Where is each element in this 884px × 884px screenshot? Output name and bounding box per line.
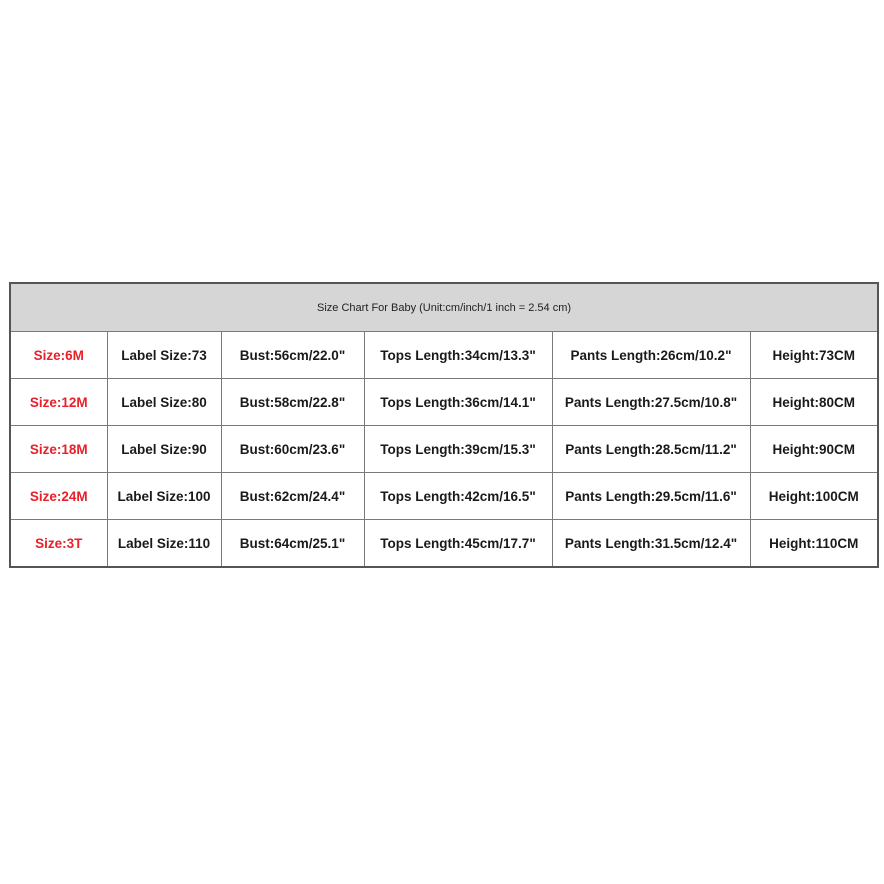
tops-length-cell: Tops Length:42cm/16.5"	[364, 473, 552, 520]
pants-length-cell: Pants Length:27.5cm/10.8"	[552, 379, 750, 426]
label-size-cell: Label Size:110	[107, 520, 221, 568]
label-size-cell: Label Size:100	[107, 473, 221, 520]
label-size-cell: Label Size:80	[107, 379, 221, 426]
size-cell: Size:18M	[10, 426, 107, 473]
bust-cell: Bust:56cm/22.0"	[221, 332, 364, 379]
pants-length-cell: Pants Length:26cm/10.2"	[552, 332, 750, 379]
size-cell: Size:6M	[10, 332, 107, 379]
height-cell: Height:110CM	[750, 520, 878, 568]
bust-cell: Bust:60cm/23.6"	[221, 426, 364, 473]
tops-length-cell: Tops Length:36cm/14.1"	[364, 379, 552, 426]
height-cell: Height:73CM	[750, 332, 878, 379]
table-row	[10, 379, 878, 426]
tops-length-cell: Tops Length:39cm/15.3"	[364, 426, 552, 473]
height-cell: Height:90CM	[750, 426, 878, 473]
pants-length-cell: Pants Length:31.5cm/12.4"	[552, 520, 750, 568]
pants-length-cell: Pants Length:29.5cm/11.6"	[552, 473, 750, 520]
table-row	[10, 332, 878, 379]
label-size-cell: Label Size:73	[107, 332, 221, 379]
size-cell: Size:12M	[10, 379, 107, 426]
bust-cell: Bust:62cm/24.4"	[221, 473, 364, 520]
label-size-cell: Label Size:90	[107, 426, 221, 473]
bust-cell: Bust:58cm/22.8"	[221, 379, 364, 426]
chart-title: Size Chart For Baby (Unit:cm/inch/1 inch = 2.54 cm)	[10, 283, 878, 332]
table-row	[10, 473, 878, 520]
pants-length-cell: Pants Length:28.5cm/11.2"	[552, 426, 750, 473]
height-cell: Height:80CM	[750, 379, 878, 426]
size-chart-table	[9, 282, 879, 568]
table-row	[10, 426, 878, 473]
bust-cell: Bust:64cm/25.1"	[221, 520, 364, 568]
height-cell: Height:100CM	[750, 473, 878, 520]
title-row	[10, 283, 878, 332]
tops-length-cell: Tops Length:34cm/13.3"	[364, 332, 552, 379]
size-cell: Size:3T	[10, 520, 107, 568]
tops-length-cell: Tops Length:45cm/17.7"	[364, 520, 552, 568]
size-cell: Size:24M	[10, 473, 107, 520]
table-row	[10, 520, 878, 568]
